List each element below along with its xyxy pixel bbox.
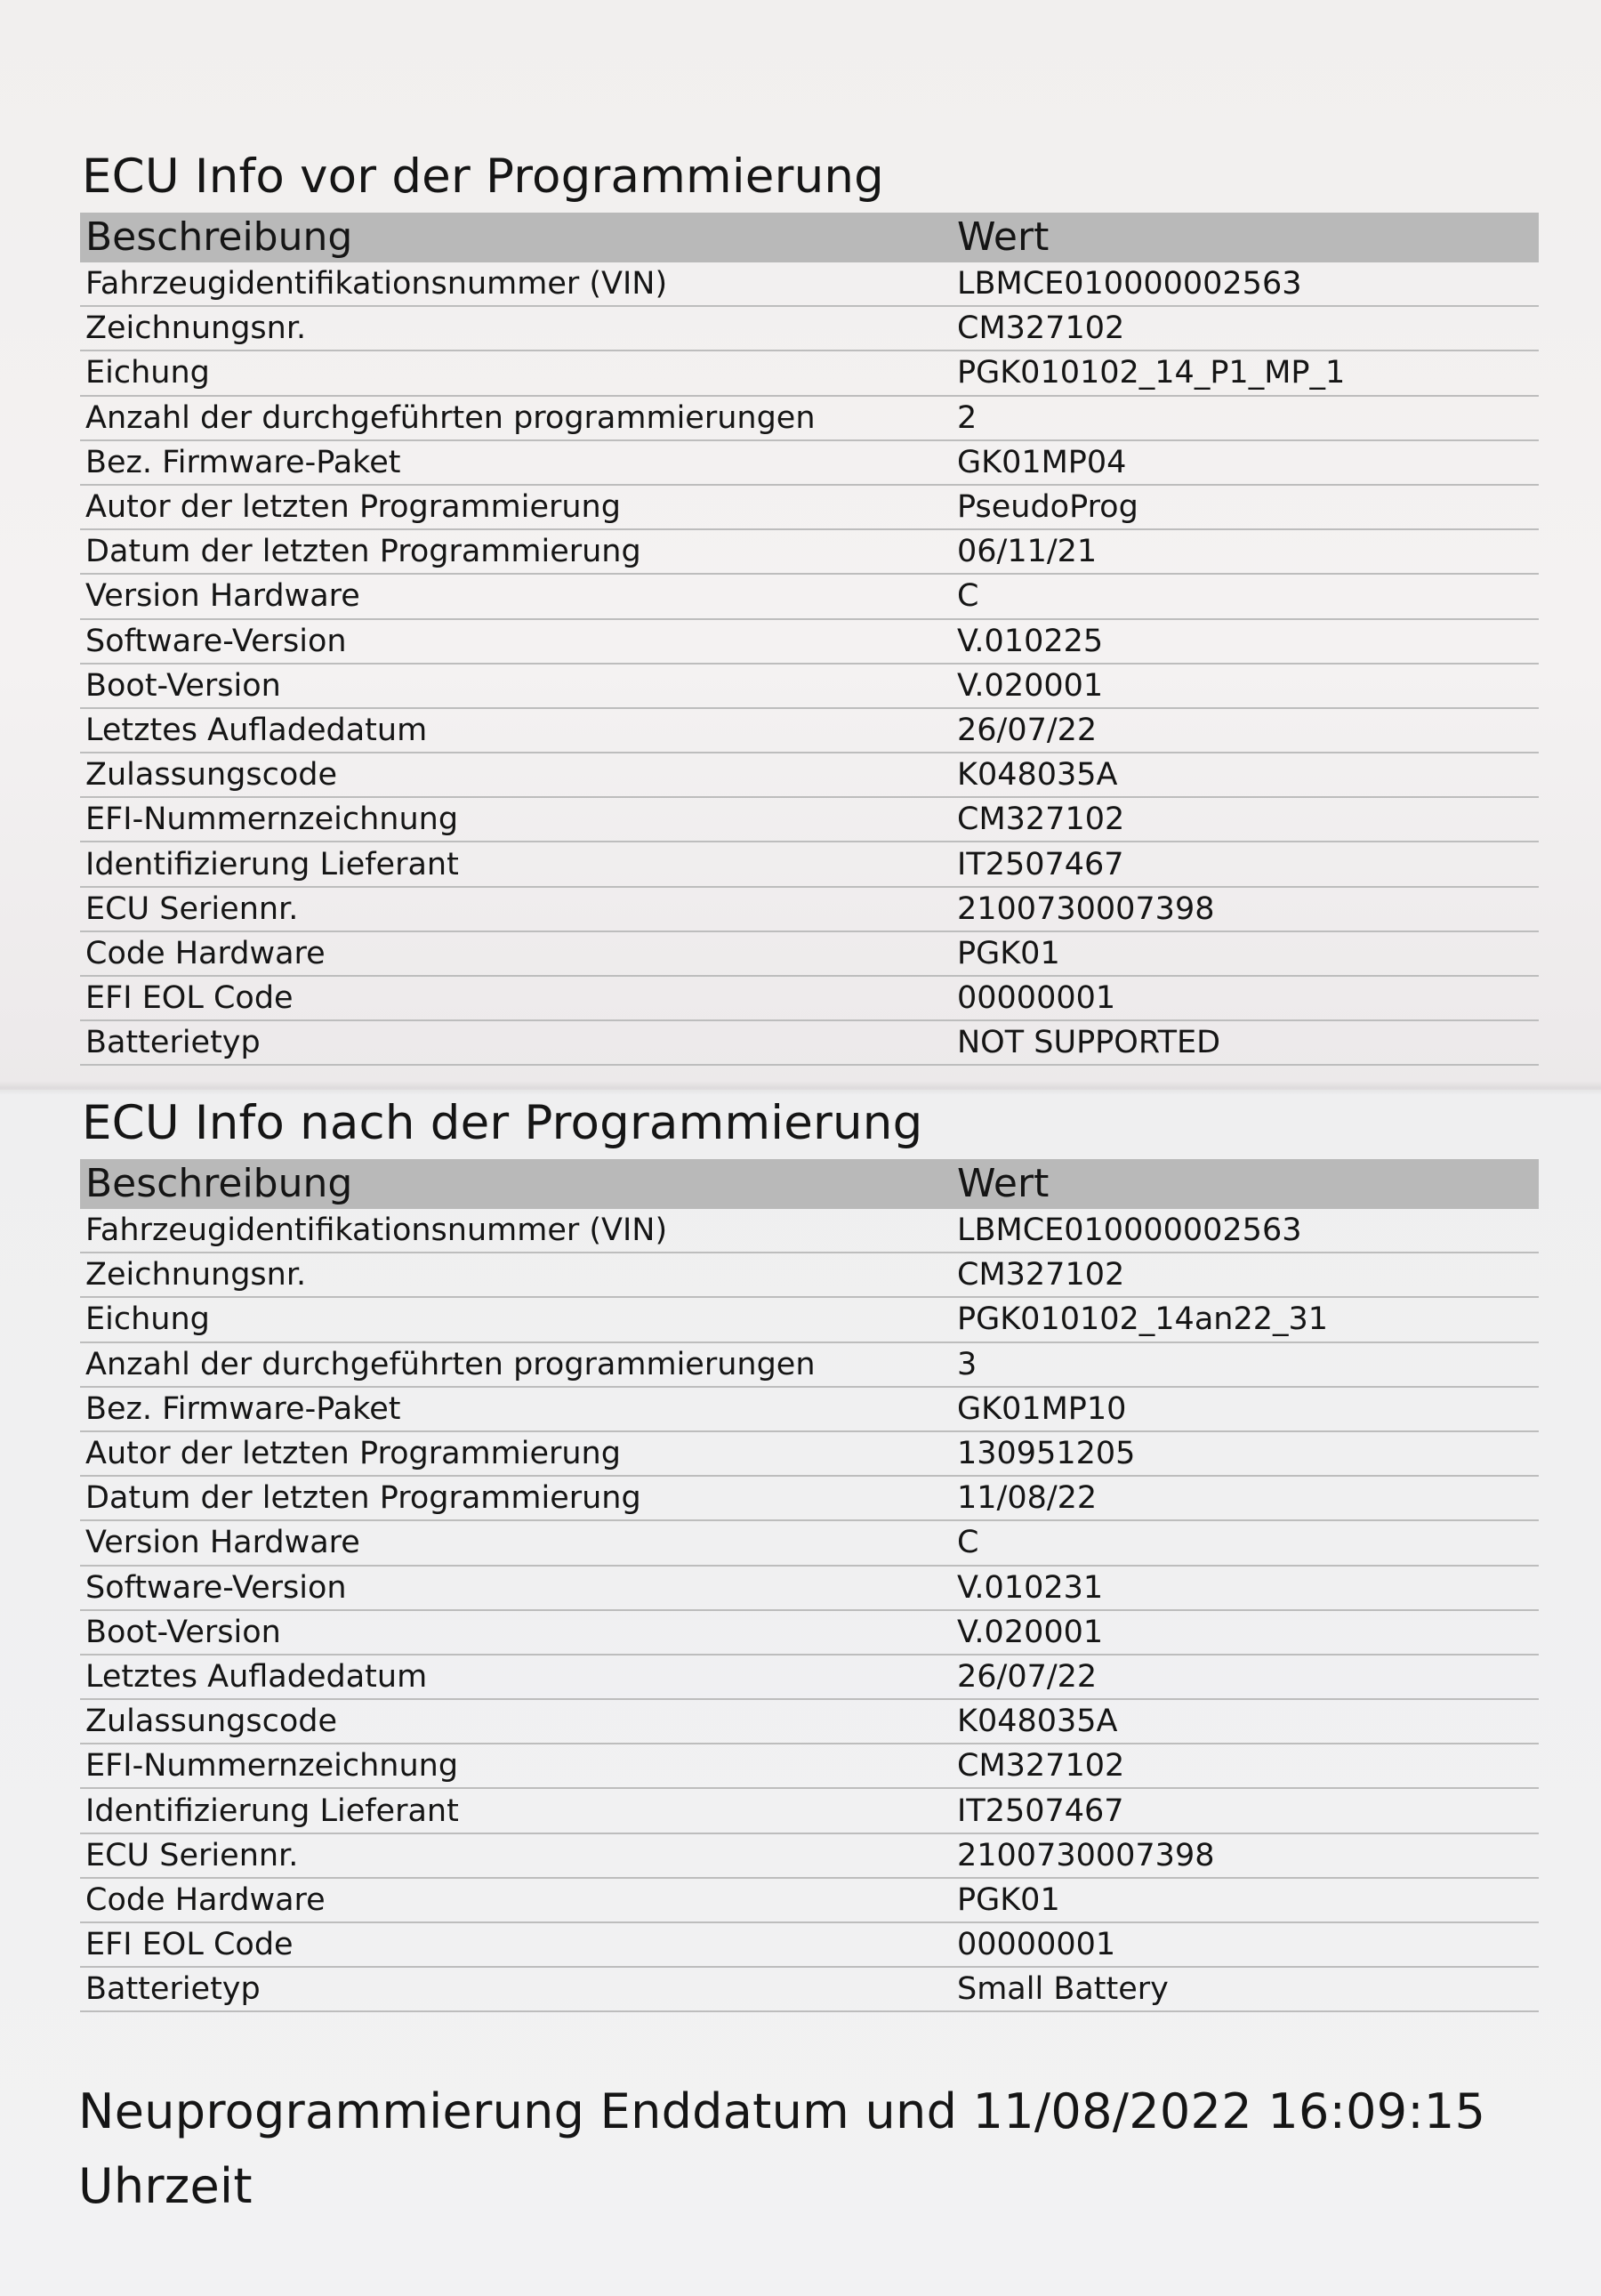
table-row xyxy=(80,1744,1539,1788)
section-title-after: ECU Info nach der Programmierung xyxy=(82,1096,923,1150)
row-value: CM327102 xyxy=(952,797,1539,842)
row-label: Bez. Firmware-Paket xyxy=(80,1387,952,1431)
row-value: Small Battery xyxy=(952,1967,1539,2011)
table-row xyxy=(80,440,1539,485)
row-value: 00000001 xyxy=(952,1922,1539,1967)
row-label: Datum der letzten Programmierung xyxy=(80,1476,952,1520)
row-value: V.020001 xyxy=(952,1610,1539,1655)
table-row xyxy=(80,797,1539,842)
header-value: Wert xyxy=(952,1159,1539,1209)
row-label: Software-Version xyxy=(80,619,952,664)
table-row xyxy=(80,485,1539,529)
row-label: Letztes Aufladedatum xyxy=(80,708,952,753)
row-label: Autor der letzten Programmierung xyxy=(80,485,952,529)
row-label: Anzahl der durchgeführten programmierungen xyxy=(80,1342,952,1387)
row-value: IT2507467 xyxy=(952,842,1539,886)
paper-fold xyxy=(0,1081,1601,1095)
table-row xyxy=(80,1610,1539,1655)
row-value: 2100730007398 xyxy=(952,1833,1539,1878)
row-label: Zulassungscode xyxy=(80,1699,952,1744)
table-row xyxy=(80,1788,1539,1833)
row-value: 11/08/22 xyxy=(952,1476,1539,1520)
row-label: Zeichnungsnr. xyxy=(80,1253,952,1297)
ecu-table-after xyxy=(80,1159,1539,2012)
header-description: Beschreibung xyxy=(80,1159,952,1209)
row-label: Fahrzeugidentifikationsnummer (VIN) xyxy=(80,262,952,306)
table-row xyxy=(80,1833,1539,1878)
row-label: Identifizierung Lieferant xyxy=(80,1788,952,1833)
row-label: ECU Seriennr. xyxy=(80,887,952,931)
row-label: ECU Seriennr. xyxy=(80,1833,952,1878)
table-row xyxy=(80,1209,1539,1253)
ecu-table-before xyxy=(80,213,1539,1066)
row-value: 00000001 xyxy=(952,976,1539,1020)
row-label: Eichung xyxy=(80,350,952,395)
row-label: Boot-Version xyxy=(80,664,952,708)
table-row xyxy=(80,887,1539,931)
row-label: Code Hardware xyxy=(80,931,952,976)
row-value: C xyxy=(952,1520,1539,1565)
row-label: Fahrzeugidentifikationsnummer (VIN) xyxy=(80,1209,952,1253)
row-value: CM327102 xyxy=(952,1253,1539,1297)
row-value: 26/07/22 xyxy=(952,1655,1539,1699)
table-row xyxy=(80,350,1539,395)
table-row xyxy=(80,708,1539,753)
row-value: PGK010102_14an22_31 xyxy=(952,1297,1539,1341)
table-row xyxy=(80,574,1539,618)
table-row xyxy=(80,529,1539,574)
table-row xyxy=(80,1922,1539,1967)
row-value: CM327102 xyxy=(952,1744,1539,1788)
table-row xyxy=(80,396,1539,440)
table-row xyxy=(80,976,1539,1020)
row-label: Autor der letzten Programmierung xyxy=(80,1431,952,1476)
header-description: Beschreibung xyxy=(80,213,952,262)
table-header-row xyxy=(80,1159,1539,1209)
table-row xyxy=(80,1253,1539,1297)
table-header-row xyxy=(80,213,1539,262)
table-row xyxy=(80,753,1539,797)
table-row xyxy=(80,1655,1539,1699)
table-row xyxy=(80,1566,1539,1610)
row-value: GK01MP04 xyxy=(952,440,1539,485)
row-value: PseudoProg xyxy=(952,485,1539,529)
table-row xyxy=(80,1520,1539,1565)
row-value: 26/07/22 xyxy=(952,708,1539,753)
row-value: 3 xyxy=(952,1342,1539,1387)
row-label: Zeichnungsnr. xyxy=(80,306,952,350)
table-row xyxy=(80,262,1539,306)
row-label: Version Hardware xyxy=(80,574,952,618)
row-value: 06/11/21 xyxy=(952,529,1539,574)
table-row xyxy=(80,619,1539,664)
row-label: Anzahl der durchgeführten programmierungen xyxy=(80,396,952,440)
row-value: GK01MP10 xyxy=(952,1387,1539,1431)
row-label: Code Hardware xyxy=(80,1878,952,1922)
row-label: Software-Version xyxy=(80,1566,952,1610)
row-label: Datum der letzten Programmierung xyxy=(80,529,952,574)
section-before xyxy=(80,149,1539,1066)
row-value: K048035A xyxy=(952,753,1539,797)
row-label: Zulassungscode xyxy=(80,753,952,797)
row-value: PGK01 xyxy=(952,931,1539,976)
row-value: V.010225 xyxy=(952,619,1539,664)
row-value: CM327102 xyxy=(952,306,1539,350)
row-value: 2100730007398 xyxy=(952,887,1539,931)
row-value: LBMCE010000002563 xyxy=(952,262,1539,306)
row-label: Boot-Version xyxy=(80,1610,952,1655)
header-value: Wert xyxy=(952,213,1539,262)
row-label: Letztes Aufladedatum xyxy=(80,1655,952,1699)
row-value: V.010231 xyxy=(952,1566,1539,1610)
table-row xyxy=(80,306,1539,350)
row-value: 130951205 xyxy=(952,1431,1539,1476)
row-value: K048035A xyxy=(952,1699,1539,1744)
table-row xyxy=(80,1431,1539,1476)
row-label: EFI-Nummernzeichnung xyxy=(80,797,952,842)
row-label: EFI EOL Code xyxy=(80,1922,952,1967)
table-row xyxy=(80,1878,1539,1922)
table-row xyxy=(80,931,1539,976)
row-value: 2 xyxy=(952,396,1539,440)
row-value: C xyxy=(952,574,1539,618)
table-row xyxy=(80,1476,1539,1520)
table-row xyxy=(80,842,1539,886)
row-value: PGK01 xyxy=(952,1878,1539,1922)
row-label: Version Hardware xyxy=(80,1520,952,1565)
row-label: Batterietyp xyxy=(80,1967,952,2011)
row-label: Identifizierung Lieferant xyxy=(80,842,952,886)
table-row xyxy=(80,1297,1539,1341)
row-value: PGK010102_14_P1_MP_1 xyxy=(952,350,1539,395)
row-value: NOT SUPPORTED xyxy=(952,1020,1539,1065)
row-value: IT2507467 xyxy=(952,1788,1539,1833)
table-row xyxy=(80,1967,1539,2011)
table-row xyxy=(80,1020,1539,1065)
section-after xyxy=(80,1096,1539,2012)
row-value: V.020001 xyxy=(952,664,1539,708)
row-label: Eichung xyxy=(80,1297,952,1341)
row-value: LBMCE010000002563 xyxy=(952,1209,1539,1253)
row-label: EFI-Nummernzeichnung xyxy=(80,1744,952,1788)
table-row xyxy=(80,1699,1539,1744)
row-label: EFI EOL Code xyxy=(80,976,952,1020)
row-label: Batterietyp xyxy=(80,1020,952,1065)
table-row xyxy=(80,664,1539,708)
table-row xyxy=(80,1342,1539,1387)
section-title-before: ECU Info vor der Programmierung xyxy=(82,149,884,204)
row-label: Bez. Firmware-Paket xyxy=(80,440,952,485)
table-row xyxy=(80,1387,1539,1431)
reprogramming-end-datetime: Neuprogrammierung Enddatum und 11/08/2022 16:09:15 Uhrzeit xyxy=(78,2083,1486,2214)
